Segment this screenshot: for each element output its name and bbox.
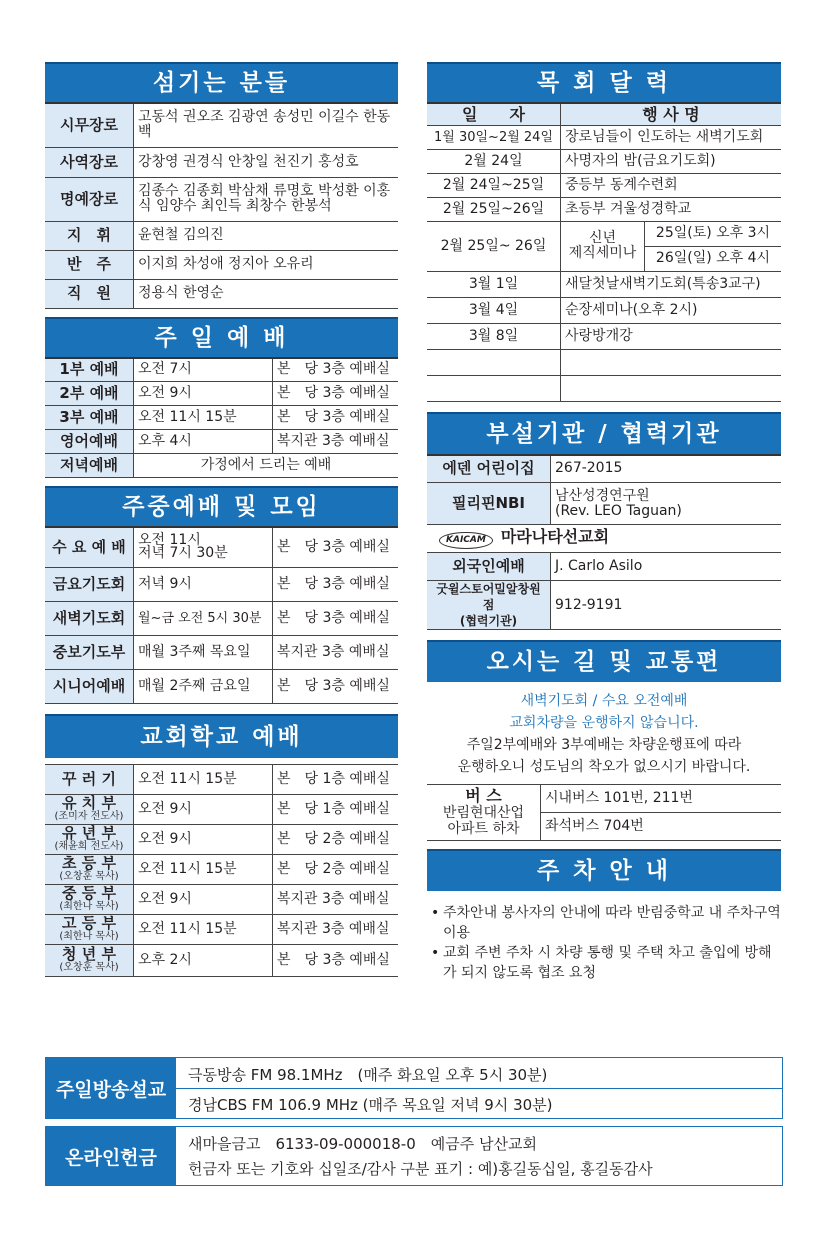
affiliate-label: 굿윌스토어밀알창원점 (협력기관) (427, 581, 551, 630)
weekday-label: 중보기도부 (45, 635, 134, 669)
weekday-label: 새벽기도회 (45, 601, 134, 635)
sunday-time: 오전 7시 (134, 358, 273, 382)
affiliate-label: 필리핀NBI (427, 483, 551, 525)
offering-box (45, 1126, 783, 1186)
calendar-event: 순장세미나(오후 2시) (561, 297, 782, 323)
offering-label: 온라인헌금 (46, 1127, 176, 1185)
elders-header: 섬기는 분들 (45, 62, 398, 102)
calendar-event: 장로님들이 인도하는 새벽기도회 (561, 125, 782, 149)
calendar-col-date: 일 자 (427, 103, 561, 125)
elders-label: 사역장로 (45, 147, 134, 177)
weekday-time: 저녁 9시 (134, 567, 273, 601)
school-time: 오전 11시 15분 (134, 764, 273, 794)
seminar-day2: 26일(일) 오후 4시 (645, 246, 782, 271)
weekday-place: 본 당 3층 예배실 (273, 669, 399, 703)
school-place: 본 당 1층 예배실 (273, 764, 399, 794)
seminar-day1: 25일(토) 오후 3시 (645, 221, 782, 246)
weekday-place: 본 당 3층 예배실 (273, 567, 399, 601)
weekday-time: 월~금 오전 5시 30분 (134, 601, 273, 635)
school-header: 교회학교 예배 (45, 714, 398, 758)
affiliate-value: 267-2015 (551, 455, 782, 483)
school-time: 오전 9시 (134, 794, 273, 824)
elders-value: 정용식 한영순 (134, 279, 399, 308)
sunday-time: 오전 9시 (134, 382, 273, 406)
calendar-event: 초등부 겨울성경학교 (561, 197, 782, 221)
bus-table (427, 784, 781, 841)
parking-item: • 교회 주변 주차 시 차량 통행 및 주택 차고 출입에 방해가 되지 않도록 협조 요청 (427, 943, 781, 983)
calendar-date: 2월 25일~26일 (427, 197, 561, 221)
school-time: 오전 11시 15분 (134, 854, 273, 884)
elders-label: 시무장로 (45, 103, 134, 147)
sunday-label: 1부 예배 (45, 358, 134, 382)
school-place: 복지관 3층 예배실 (273, 884, 399, 914)
weekday-time: 오전 11시 저녁 7시 30분 (134, 527, 273, 567)
directions-text: 주일2부예배와 3부예배는 차량운행표에 따라 (466, 737, 742, 753)
offering-line: 새마을금고 6133-09-000018-0 예금주 남산교회 (188, 1135, 537, 1153)
calendar-date: 2월 24일~25일 (427, 173, 561, 197)
weekday-label: 금요기도회 (45, 567, 134, 601)
elders-label: 지 휘 (45, 221, 134, 250)
sunday-header: 주 일 예 배 (45, 317, 398, 357)
sunday-place: 본 당 3층 예배실 (273, 382, 399, 406)
weekday-place: 본 당 3층 예배실 (273, 601, 399, 635)
weekday-header: 주중예배 및 모임 (45, 486, 398, 526)
sunday-place: 복지관 3층 예배실 (273, 430, 399, 454)
weekday-time: 매월 3주째 목요일 (134, 635, 273, 669)
left-column (45, 62, 398, 977)
offering-line: 헌금자 또는 기호와 십일조/감사 구분 표기 : 예)홍길동십일, 홍길동감사 (188, 1160, 653, 1178)
elders-value: 고동석 권오조 김광연 송성민 이길수 한동백 (134, 103, 399, 147)
calendar-col-event: 행 사 명 (561, 103, 782, 125)
calendar-event: 새달첫날새벽기도회(특송3교구) (561, 271, 782, 297)
school-place: 본 당 2층 예배실 (273, 854, 399, 884)
school-label: 청 년 부 (오창훈 목사) (45, 944, 134, 976)
sunday-label: 3부 예배 (45, 406, 134, 430)
school-label: 초 등 부 (오창훈 목사) (45, 854, 134, 884)
weekday-time: 매월 2주째 금요일 (134, 669, 273, 703)
school-time: 오전 9시 (134, 884, 273, 914)
sunday-time: 오전 11시 15분 (134, 406, 273, 430)
broadcast-line: 극동방송 FM 98.1MHz (매주 화요일 오후 5시 30분) (188, 1066, 548, 1084)
seminar-name: 신년 제직세미나 (561, 221, 645, 271)
calendar-date: 1월 30일~2월 24일 (427, 125, 561, 149)
school-time: 오전 9시 (134, 824, 273, 854)
weekday-label: 시니어예배 (45, 669, 134, 703)
calendar-date: 2월 24일 (427, 149, 561, 173)
sunday-table (45, 357, 398, 479)
elders-label: 직 원 (45, 279, 134, 308)
calendar-date: 2월 25일~ 26일 (427, 221, 561, 271)
weekday-table (45, 526, 398, 704)
calendar-empty-cell (427, 349, 561, 375)
directions-text: 운행하오니 성도님의 착오가 없으시기 바랍니다. (457, 759, 751, 775)
elders-value: 이지희 차성애 정지아 오유리 (134, 250, 399, 279)
affiliate-value: 남산성경연구원 (Rev. LEO Taguan) (551, 483, 782, 525)
school-label: 고 등 부 (최한나 목사) (45, 914, 134, 944)
school-time: 오후 2시 (134, 944, 273, 976)
broadcast-label: 주일방송설교 (46, 1058, 176, 1118)
parking-list (427, 903, 781, 983)
affiliates-table (427, 454, 781, 631)
affiliates-header: 부설기관 / 협력기관 (427, 412, 781, 454)
school-place: 복지관 3층 예배실 (273, 914, 399, 944)
calendar-date: 3월 1일 (427, 271, 561, 297)
kaicam-logo: KAICAM (439, 532, 493, 549)
calendar-table (427, 102, 781, 402)
notice-line: 새벽기도회 / 수요 오전예배 (520, 693, 688, 709)
school-label: 꾸 러 기 (45, 764, 134, 794)
elders-value: 김종수 김종회 박삼채 류명호 박성환 이홍식 임양수 최인득 최창수 한봉석 (134, 177, 399, 221)
school-label: 중 등 부 (최한나 목사) (45, 884, 134, 914)
school-time: 오전 11시 15분 (134, 914, 273, 944)
bus-route: 좌석버스 704번 (541, 813, 782, 841)
sunday-label: 2부 예배 (45, 382, 134, 406)
broadcast-line: 경남CBS FM 106.9 MHz (매주 목요일 저녁 9시 30분) (188, 1096, 553, 1114)
affiliate-label: 에덴 어린이집 (427, 455, 551, 483)
affiliate-value: 마라나타선교회 (500, 526, 610, 546)
affiliate-value: 912-9191 (551, 581, 782, 630)
weekday-label: 수 요 예 배 (45, 527, 134, 567)
school-label: 유 년 부 (채윤희 전도사) (45, 824, 134, 854)
parking-header: 주 차 안 내 (427, 849, 781, 891)
right-column (427, 62, 781, 983)
calendar-event: 사명자의 밤(금요기도회) (561, 149, 782, 173)
elders-value: 강창영 권경식 안창일 천진기 홍성호 (134, 147, 399, 177)
elders-label: 반 주 (45, 250, 134, 279)
elders-value: 윤현철 김의진 (134, 221, 399, 250)
kaicam-row (427, 525, 781, 553)
directions-header: 오시는 길 및 교통편 (427, 640, 781, 682)
calendar-header: 목 회 달 력 (427, 62, 781, 102)
bus-route: 시내버스 101번, 211번 (541, 785, 782, 813)
sunday-place: 본 당 3층 예배실 (273, 406, 399, 430)
school-label: 유 치 부 (조미자 전도사) (45, 794, 134, 824)
calendar-empty-cell (427, 375, 561, 401)
calendar-date: 3월 4일 (427, 297, 561, 323)
bus-label-cell: 버 스 반림현대산업 아파트 하차 (427, 785, 541, 841)
school-place: 본 당 3층 예배실 (273, 944, 399, 976)
broadcast-box (45, 1057, 783, 1119)
calendar-date: 3월 8일 (427, 323, 561, 349)
school-place: 본 당 1층 예배실 (273, 794, 399, 824)
sunday-place: 본 당 3층 예배실 (273, 358, 399, 382)
calendar-empty-cell (561, 375, 782, 401)
directions-notice (427, 690, 781, 778)
affiliate-label: 외국인예배 (427, 553, 551, 581)
calendar-empty-cell (561, 349, 782, 375)
sunday-time: 오후 4시 (134, 430, 273, 454)
school-place: 본 당 2층 예배실 (273, 824, 399, 854)
school-table (45, 764, 398, 977)
calendar-event: 사랑방개강 (561, 323, 782, 349)
parking-item: • 주차안내 봉사자의 안내에 따라 반림중학교 내 주차구역 이용 (427, 903, 781, 943)
evening-worship-note: 가정에서 드리는 예배 (134, 454, 399, 478)
elders-label: 명예장로 (45, 177, 134, 221)
notice-line: 교회차량을 운행하지 않습니다. (509, 715, 699, 731)
sunday-label: 저녁예배 (45, 454, 134, 478)
sunday-label: 영어예배 (45, 430, 134, 454)
elders-table (45, 102, 398, 309)
weekday-place: 복지관 3층 예배실 (273, 635, 399, 669)
weekday-place: 본 당 3층 예배실 (273, 527, 399, 567)
calendar-event: 중등부 동계수련회 (561, 173, 782, 197)
affiliate-value: J. Carlo Asilo (551, 553, 782, 581)
